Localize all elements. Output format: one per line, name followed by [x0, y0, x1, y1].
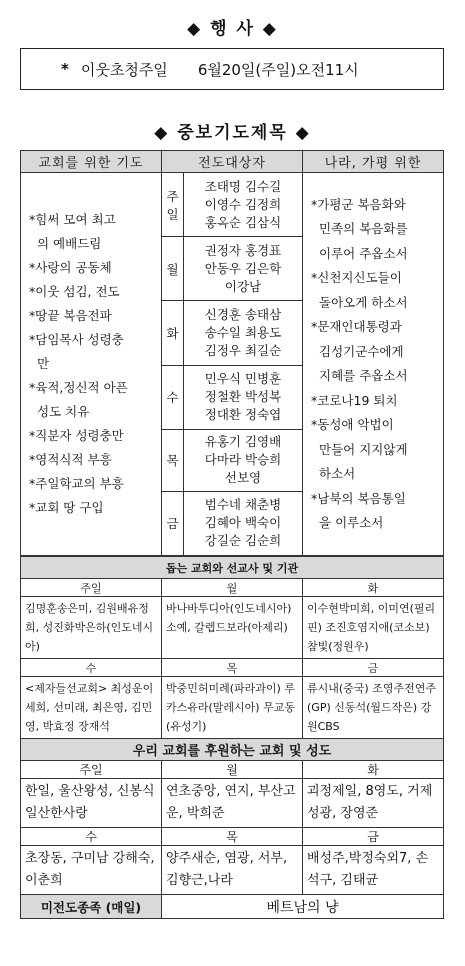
day-header: 월	[162, 761, 303, 779]
church-prayer-list	[21, 173, 162, 556]
mission-label: 미전도종족 (매일)	[21, 895, 162, 919]
support-cell: 류시내(중국) 조영주전연주(GP) 신동석(월드작은) 강원CBS	[303, 677, 444, 739]
day-label: 주일	[162, 173, 184, 237]
support-cell: 이수현박미희, 이미연(필리핀) 조진호염지애(코소보) 참빛(정원우)	[303, 597, 444, 659]
list-item: *가평군 복음화와	[311, 196, 406, 212]
event-name: 이웃초청주일	[80, 60, 168, 79]
list-item: 김성기군수에게	[319, 343, 404, 359]
sponsors-title: 우리 교회를 후원하는 교회 및 성도	[21, 739, 444, 761]
support-cell: <제자들선교회> 최성운이세희, 선미래, 최은영, 김민영, 박효정 장재석	[21, 677, 162, 739]
list-item: 지혜를 주옵소서	[319, 368, 408, 384]
list-item: 만들어 지지않게	[319, 441, 408, 457]
day-header: 수	[21, 828, 162, 846]
events-title: ◆ 행 사 ◆	[187, 19, 278, 39]
sponsor-cell: 초장동, 구미남 강해숙, 이춘희	[21, 846, 162, 895]
evangelism-names: 신경훈 송태삼 송수일 최용도 김정우 최길순	[184, 301, 303, 365]
mission-value: 베트남의 냥	[162, 895, 444, 919]
evangelism-names: 민우식 민병훈 정철환 박성복 정대환 정숙엽	[184, 365, 303, 429]
list-item: *영적식적 부흥	[29, 452, 112, 468]
sponsor-cell: 양주새순, 염광, 서부, 김향근,나라	[162, 846, 303, 895]
prayer-title: ◆ 중보기도제목 ◆	[154, 123, 311, 143]
evangelism-names: 권정자 홍경표 안동우 김은학 이강남	[184, 237, 303, 301]
list-item: *교회 땅 구입	[29, 500, 104, 516]
list-item: 민족의 복음화를	[319, 221, 408, 237]
day-header: 수	[21, 659, 162, 677]
evangelism-names: 유홍기 김영배 다마라 박승희 선보영	[184, 429, 303, 491]
list-item: 만	[37, 356, 50, 372]
day-header: 화	[303, 761, 444, 779]
evangelism-names: 조태명 김수길 이영수 김정희 홍옥순 김삼식	[184, 173, 303, 237]
day-header: 월	[162, 579, 303, 597]
day-header: 금	[303, 828, 444, 846]
support-title: 돕는 교회와 선교사 및 기관	[21, 557, 444, 579]
list-item: *동성애 악법이	[311, 417, 394, 433]
sponsor-cell: 한일, 울산왕성, 신봉식 일산한사랑	[21, 779, 162, 828]
list-item: *직분자 성령충만	[29, 428, 124, 444]
list-item: *담임목사 성령충	[29, 332, 124, 348]
day-label: 목	[162, 429, 184, 491]
day-header: 목	[162, 659, 303, 677]
list-item: *신천지신도들이	[311, 270, 402, 286]
list-item: 을 이루소서	[319, 515, 384, 531]
sponsor-cell: 괴정제일, 8영도, 거제성광, 장영준	[303, 779, 444, 828]
day-label: 화	[162, 301, 184, 365]
day-label: 금	[162, 491, 184, 555]
list-item: *코로나19 퇴치	[311, 392, 398, 408]
list-item: 의 예배드림	[37, 236, 102, 252]
list-item: 하소서	[319, 466, 356, 482]
list-item: *육적,정신적 아픈	[29, 380, 128, 396]
list-item: *이웃 섬김, 전도	[29, 284, 120, 300]
day-header: 목	[162, 828, 303, 846]
list-item: *땅끝 복음전파	[29, 308, 112, 324]
sponsor-cell: 연초중앙, 연지, 부산고운, 박희준	[162, 779, 303, 828]
header-church: 교회를 위한 기도	[21, 151, 162, 173]
list-item: *주일학교의 부흥	[29, 476, 124, 492]
day-label: 월	[162, 237, 184, 301]
day-header: 금	[303, 659, 444, 677]
day-header: 화	[303, 579, 444, 597]
header-evangelism: 전도대상자	[162, 151, 303, 173]
list-item: *남북의 복음통일	[311, 490, 406, 506]
event-datetime: 6월20일(주일)오전11시	[197, 60, 359, 79]
sponsor-cell: 배성주,박정숙외7, 손석구, 김태균	[303, 846, 444, 895]
support-cell: 김명훈송은미, 김원배유정희, 성진화박은하(인도네시아)	[21, 597, 162, 659]
list-item: *힘써 모여 최고	[29, 212, 116, 228]
prayer-table	[20, 150, 444, 556]
day-header: 주일	[21, 579, 162, 597]
list-item: 이루어 주옵소서	[319, 245, 408, 261]
support-table	[20, 556, 444, 739]
sponsors-table	[20, 738, 444, 919]
day-header: 주일	[21, 761, 162, 779]
list-item: 돌아오게 하소서	[319, 294, 408, 310]
list-item: 성도 치유	[37, 404, 90, 420]
nation-prayer-list	[303, 173, 444, 556]
evangelism-names: 범수네 채춘병 김혜아 백숙이 강길순 김순희	[184, 491, 303, 555]
event-star: *	[61, 60, 69, 78]
day-label: 수	[162, 365, 184, 429]
event-box	[20, 48, 444, 90]
support-cell: 바나바투디아(인도네시아) 소예, 갈렙드보라(아제리)	[162, 597, 303, 659]
list-item: *문재인대통령과	[311, 319, 402, 335]
support-cell: 박중민허미례(파라과이) 루카스유라(말레시아) 무교동(유성기)	[162, 677, 303, 739]
list-item: *사랑의 공동체	[29, 260, 112, 276]
header-nation: 나라, 가평 위한	[303, 151, 444, 173]
